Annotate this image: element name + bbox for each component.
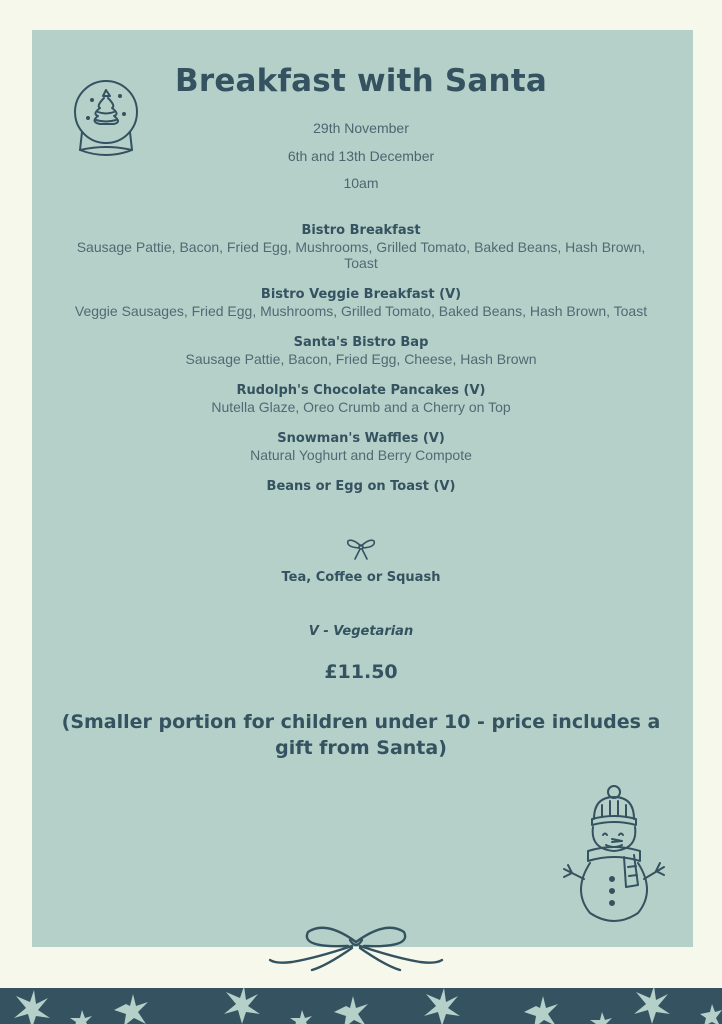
menu-item-name: Beans or Egg on Toast (V) xyxy=(266,479,456,494)
menu-item-name: Santa's Bistro Bap xyxy=(293,335,429,350)
menu-item xyxy=(72,430,650,463)
drinks-line: Tea, Coffee or Squash xyxy=(281,570,441,585)
bow-icon xyxy=(346,537,376,561)
page-title: Breakfast with Santa xyxy=(175,63,547,99)
menu-item-desc: Sausage Pattie, Bacon, Fried Egg, Cheese, Hash Brown xyxy=(185,351,537,367)
menu-item xyxy=(72,382,650,415)
date-line-1: 29th November xyxy=(313,120,409,136)
ribbon-bow-icon xyxy=(266,918,446,974)
menu-item-desc: Veggie Sausages, Fried Egg, Mushrooms, Grilled Tomato, Baked Beans, Hash Brown, Toast xyxy=(74,303,648,319)
vegetarian-legend: V - Vegetarian xyxy=(308,624,414,639)
menu-item xyxy=(72,478,650,495)
time-line: 10am xyxy=(343,175,379,191)
menu-item-name: Bistro Breakfast xyxy=(301,223,421,238)
menu-item-name: Snowman's Waffles (V) xyxy=(277,431,445,446)
children-note: (Smaller portion for children under 10 - price includes a gift from Santa) xyxy=(61,711,661,759)
menu-item-desc: Sausage Pattie, Bacon, Fried Egg, Mushrooms, Grilled Tomato, Baked Beans, Hash Brown, Toast xyxy=(76,239,646,271)
menu-item-name: Bistro Veggie Breakfast (V) xyxy=(260,287,462,302)
price: £11.50 xyxy=(324,661,398,683)
menu-item-name: Rudolph's Chocolate Pancakes (V) xyxy=(236,383,486,398)
menu-list xyxy=(72,222,650,510)
menu-item-desc: Natural Yoghurt and Berry Compote xyxy=(250,447,472,463)
date-line-2: 6th and 13th December xyxy=(287,148,435,164)
snowman-icon xyxy=(560,783,670,928)
menu-item xyxy=(72,334,650,367)
menu-item xyxy=(72,222,650,271)
star-pattern-graphic xyxy=(0,988,722,1024)
menu-item xyxy=(72,286,650,319)
star-pattern xyxy=(0,988,722,1024)
menu-item-desc: Nutella Glaze, Oreo Crumb and a Cherry on Top xyxy=(211,399,511,415)
